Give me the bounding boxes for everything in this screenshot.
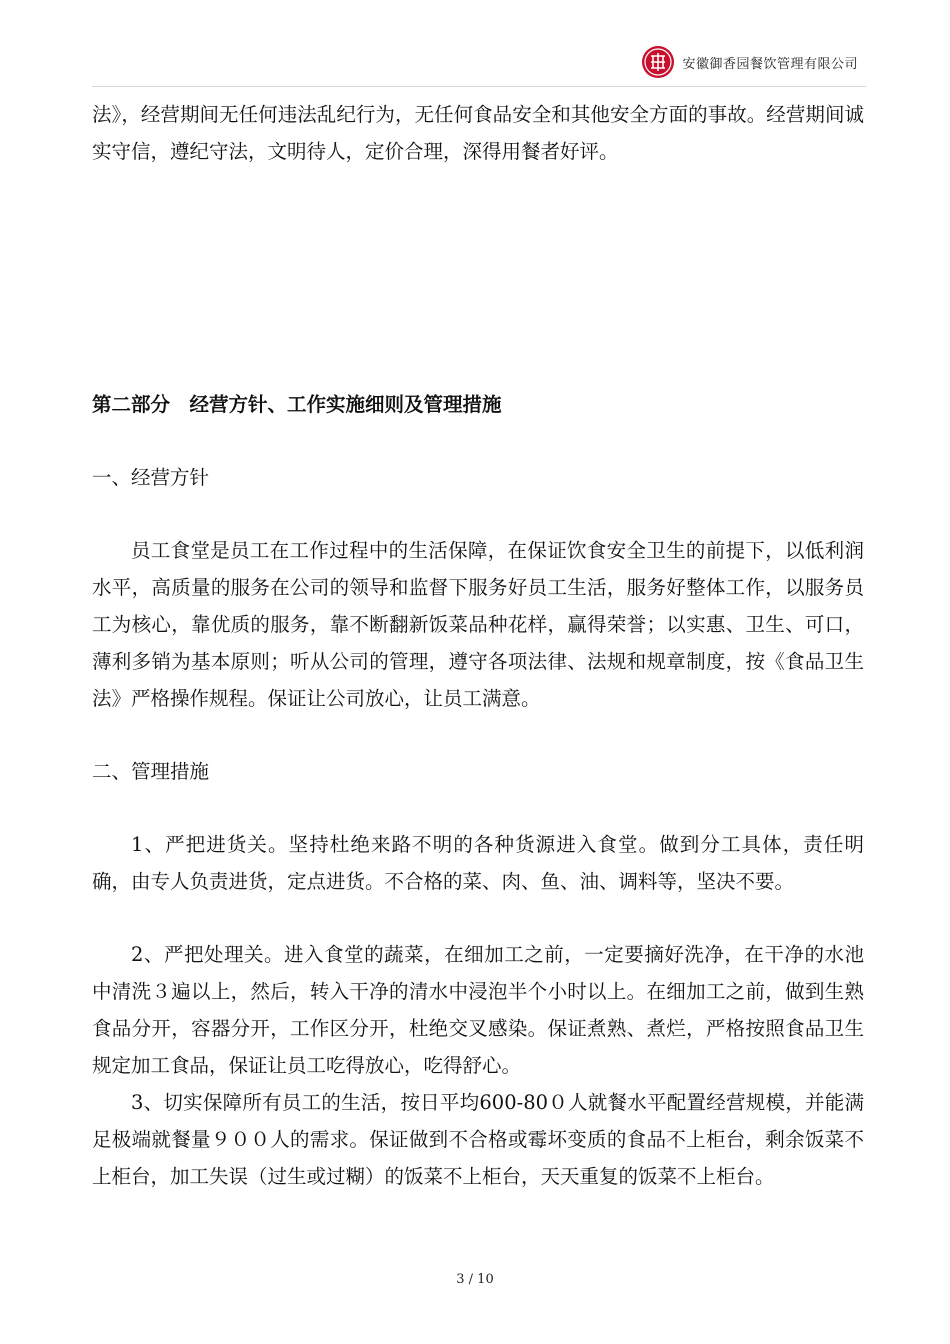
- header-divider: [92, 86, 866, 87]
- document-body: [92, 96, 864, 1195]
- section-heading: 第二部分 经营方针、工作实施细则及管理措施: [92, 393, 502, 416]
- measure-item-1: 1、严把进货关。坚持杜绝来路不明的各种货源进入食堂。做到分工具体，责任明确，由专人负责进货，定点进货。不合格的菜、肉、鱼、油、调料等，坚决不要。: [92, 833, 864, 893]
- business-policy-paragraph: 员工食堂是员工在工作过程中的生活保障，在保证饮食安全卫生的前提下，以低利润水平，高质量的服务在公司的领导和监督下服务好员工生活，服务好整体工作，以服务员工为核心，靠优质的服务，靠不断翻新饭菜品种花样，赢得荣誉；以实惠、卫生、可口，薄利多销为基本原则；听从公司的管理，遵守各项法律、法规和规章制度，按《食品卫生法》严格操作规程。保证让公司放心，让员工满意。: [92, 539, 864, 710]
- spacer: [92, 717, 864, 753]
- continuation-paragraph: 法》，经营期间无任何违法乱纪行为，无任何食品安全和其他安全方面的事故。经营期间诚实守信，遵纪守法，文明待人，定价合理，深得用餐者好评。: [92, 103, 864, 163]
- spacer: [92, 900, 864, 936]
- page-header: [640, 44, 858, 80]
- subheading-business-policy: 一、经营方针: [92, 466, 210, 489]
- spacer: [92, 423, 864, 459]
- company-name: 安徽御香园餐饮管理有限公司: [682, 56, 858, 72]
- spacer: [92, 790, 864, 826]
- page-number: 3 / 10: [456, 1272, 494, 1287]
- company-logo-icon: [640, 44, 676, 80]
- measure-item-3: 3、切实保障所有员工的生活，按日平均600-80０人就餐水平配置经营规模，并能满足极端就餐量９００人的需求。保证做到不合格或霉坏变质的食品不上柜台，剩余饭菜不上柜台，加工失误（过生或过糊）的饭菜不上柜台，天天重复的饭菜不上柜台。: [92, 1091, 864, 1188]
- measure-item-2: 2、严把处理关。进入食堂的蔬菜，在细加工之前，一定要摘好洗净，在干净的水池中清洗３遍以上，然后，转入干净的清水中浸泡半个小时以上。在细加工之前，做到生熟食品分开，容器分开，工作区分开，杜绝交叉感染。保证煮熟、煮烂，严格按照食品卫生规定加工食品，保证让员工吃得放心，吃得舒心。: [92, 943, 864, 1077]
- spacer: [92, 496, 864, 532]
- blank-space: [92, 170, 864, 386]
- subheading-management-measures: 二、管理措施: [92, 760, 210, 783]
